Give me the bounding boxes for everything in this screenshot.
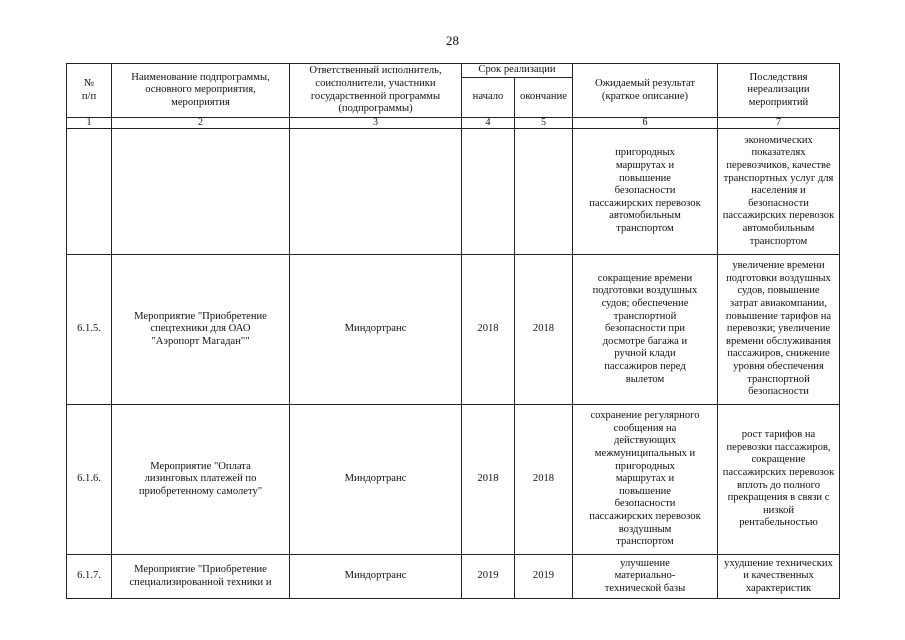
row-executor: Миндортранс: [290, 555, 462, 599]
row-start: 2018: [462, 255, 515, 405]
row-end: [515, 129, 573, 255]
row-executor: Миндортранс: [290, 405, 462, 555]
row-result: сохранение регулярного сообщения на действующих межмуниципальных и пригородных маршрутах и повышение безопасности пассажирских перевозок воздушным транспортом: [573, 405, 718, 555]
header-start: начало: [462, 78, 515, 118]
column-number: 4: [462, 118, 515, 129]
table-row: [67, 405, 840, 555]
row-num: 6.1.5.: [67, 255, 112, 405]
header-executor: Ответственный исполнитель, соисполнители, участники государственной программы (подпрограммы): [290, 64, 462, 118]
row-name: [112, 129, 290, 255]
header-period: Срок реализации: [462, 64, 573, 78]
column-number: 1: [67, 118, 112, 129]
row-start: [462, 129, 515, 255]
row-num: 6.1.6.: [67, 405, 112, 555]
row-num: 6.1.7.: [67, 555, 112, 599]
row-executor: [290, 129, 462, 255]
row-end: 2018: [515, 405, 573, 555]
column-numbers-row: [67, 118, 840, 129]
row-start: 2019: [462, 555, 515, 599]
header-result: Ожидаемый результат (краткое описание): [573, 64, 718, 118]
column-number: 5: [515, 118, 573, 129]
column-number: 2: [112, 118, 290, 129]
table-row: [67, 555, 840, 599]
row-end: 2018: [515, 255, 573, 405]
header-consequences: Последствия нереализации мероприятий: [718, 64, 840, 118]
row-result: пригородных маршрутах и повышение безопасности пассажирских перевозок автомобильным транспортом: [573, 129, 718, 255]
row-name: Мероприятие "Оплата лизинговых платежей по приобретенному самолету": [112, 405, 290, 555]
header-row-1: [67, 64, 840, 78]
table-row: [67, 255, 840, 405]
row-end: 2019: [515, 555, 573, 599]
table-row: [67, 129, 840, 255]
activities-table: [66, 63, 840, 599]
row-start: 2018: [462, 405, 515, 555]
header-name: Наименование подпрограммы, основного мероприятия, мероприятия: [112, 64, 290, 118]
header-end: окончание: [515, 78, 573, 118]
row-consequences: увеличение времени подготовки воздушных судов, повышение затрат авиакомпании, повышение тарифов на перевозки; увеличение времени обслуживания пассажиров, снижение уровня обеспечения транспортной безопасности: [718, 255, 840, 405]
column-number: 3: [290, 118, 462, 129]
row-executor: Миндортранс: [290, 255, 462, 405]
row-name: Мероприятие "Приобретение специализированной техники и: [112, 555, 290, 599]
column-number: 7: [718, 118, 840, 129]
row-consequences: рост тарифов на перевозки пассажиров, сокращение пассажирских перевозок вплоть до полного прекращения в связи с низкой рентабельностью: [718, 405, 840, 555]
column-number: 6: [573, 118, 718, 129]
row-result: улучшение материально- технической базы: [573, 555, 718, 599]
row-name: Мероприятие "Приобретение спецтехники для ОАО "Аэропорт Магадан"": [112, 255, 290, 405]
page-number: 28: [446, 33, 459, 48]
header-num: № п/п: [67, 64, 112, 118]
row-consequences: экономических показателях перевозчиков, качестве транспортных услуг для населения и безопасности пассажирских перевозок автомобильным транспортом: [718, 129, 840, 255]
row-result: сокращение времени подготовки воздушных судов; обеспечение транспортной безопасности при досмотре багажа и ручной клади пассажиров перед вылетом: [573, 255, 718, 405]
row-num: [67, 129, 112, 255]
row-consequences: ухудшение технических и качественных характеристик: [718, 555, 840, 599]
